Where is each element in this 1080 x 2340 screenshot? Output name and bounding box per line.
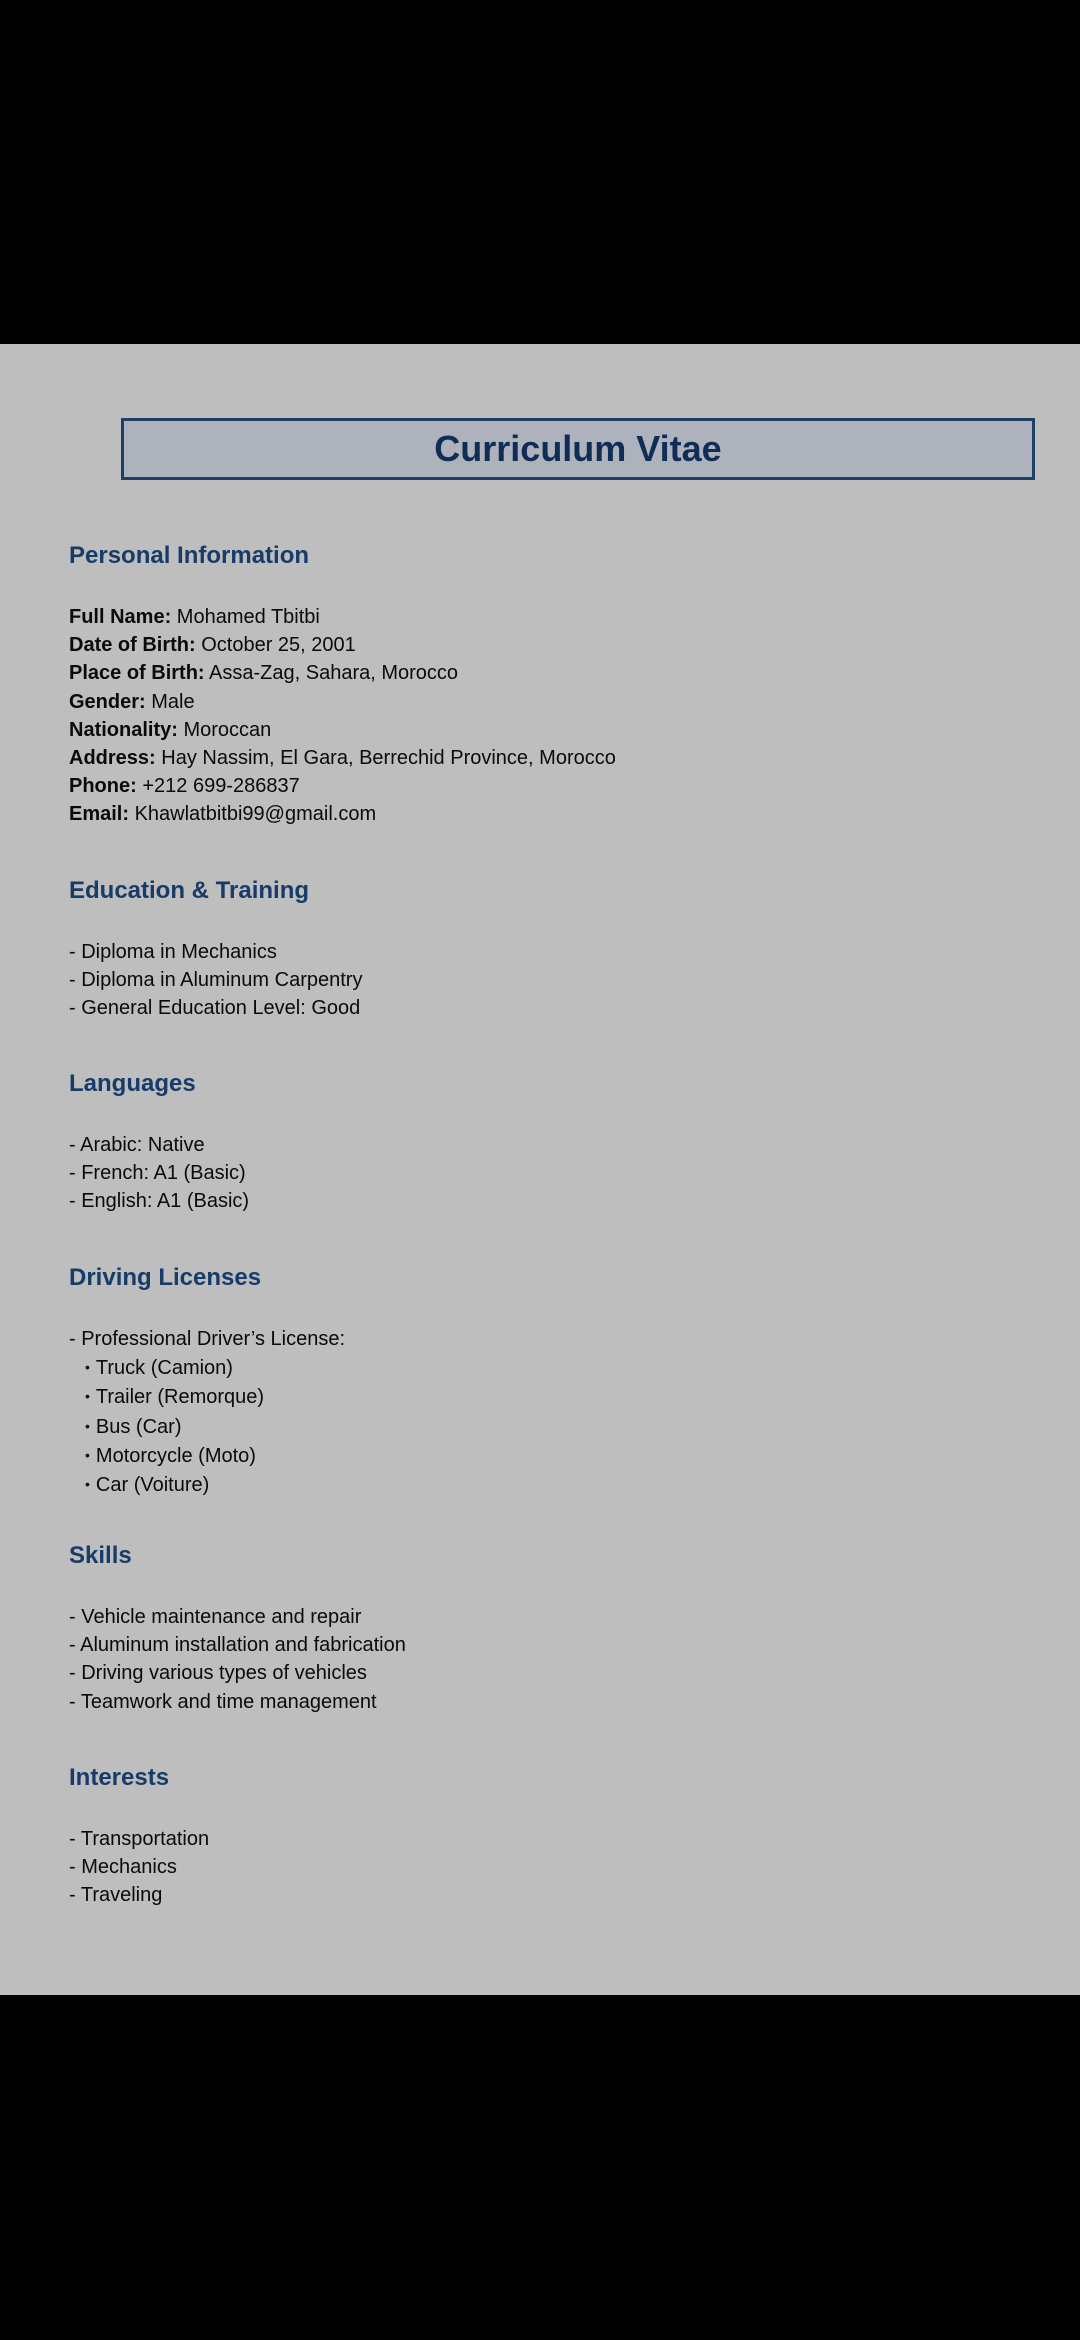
sub-list-item — [69, 1470, 345, 1499]
list-item: - Traveling — [69, 1884, 163, 1907]
cv-document — [0, 344, 1080, 1995]
sub-list-item-label: Truck (Camion) — [95, 1357, 233, 1380]
bullet-icon: • — [85, 1446, 90, 1463]
sub-list-item — [69, 1382, 345, 1411]
sub-list-item — [69, 1412, 345, 1441]
field-value: Mohamed Tbitbi — [171, 606, 320, 628]
bullet-icon: • — [85, 1388, 90, 1405]
field-value: +212 699-286837 — [136, 775, 300, 798]
field-value: Moroccan — [177, 718, 272, 741]
field-label: Full Name: — [69, 606, 172, 628]
section-driving-licenses — [69, 1264, 345, 1499]
section-heading-education: Education & Training — [69, 877, 310, 904]
document-title: Curriculum Vitae — [434, 428, 722, 469]
field-place-of-birth — [69, 659, 616, 687]
section-personal-information — [69, 542, 616, 829]
sub-list-item-label: Trailer (Remorque) — [95, 1386, 265, 1409]
field-label: Date of Birth: — [69, 634, 196, 657]
section-heading-interests: Interests — [69, 1764, 170, 1791]
list-item: - Mechanics — [69, 1856, 177, 1879]
sub-list-item — [69, 1441, 345, 1470]
list-item: - English: A1 (Basic) — [69, 1190, 250, 1213]
section-heading-skills: Skills — [69, 1542, 132, 1569]
field-value: October 25, 2001 — [195, 634, 356, 657]
section-heading-licenses: Driving Licenses — [69, 1264, 262, 1291]
field-full-name — [69, 603, 616, 631]
field-date-of-birth — [69, 631, 616, 659]
field-value: Khawlatbitbi99@gmail.com — [129, 803, 377, 826]
field-label: Email: — [69, 803, 130, 826]
sub-list-item-label: Bus (Car) — [95, 1415, 182, 1438]
list-item: - Teamwork and time management — [69, 1690, 377, 1713]
field-label: Nationality: — [69, 718, 178, 741]
field-address — [69, 744, 616, 772]
sub-list-item-label: Motorcycle (Moto) — [95, 1444, 256, 1467]
list-item: - Vehicle maintenance and repair — [69, 1606, 362, 1628]
field-phone — [69, 772, 616, 800]
field-label: Phone: — [69, 775, 137, 798]
bullet-icon: • — [85, 1417, 90, 1434]
field-value: Hay Nassim, El Gara, Berrechid Province, Morocco — [155, 747, 616, 770]
top-black-bar — [0, 0, 1080, 344]
list-item: - Transportation — [69, 1828, 210, 1850]
section-skills — [69, 1542, 406, 1716]
field-value: Assa-Zag, Sahara, Morocco — [204, 662, 459, 685]
list-item: - Professional Driver’s License: — [69, 1328, 346, 1350]
bullet-icon: • — [85, 1359, 90, 1376]
list-item: - French: A1 (Basic) — [69, 1162, 246, 1185]
field-label: Address: — [69, 747, 156, 770]
field-label: Place of Birth: — [69, 662, 205, 685]
bullet-icon: • — [85, 1476, 90, 1493]
list-item: - General Education Level: Good — [69, 997, 361, 1020]
field-email — [69, 800, 616, 828]
sub-list-item — [69, 1353, 345, 1382]
list-item: - Aluminum installation and fabrication — [69, 1634, 406, 1657]
section-heading-languages: Languages — [69, 1070, 196, 1097]
section-interests — [69, 1764, 209, 1910]
section-heading-personal: Personal Information — [69, 542, 310, 569]
section-languages — [69, 1070, 249, 1216]
field-gender — [69, 688, 616, 716]
list-item: - Diploma in Mechanics — [69, 941, 277, 963]
list-item: - Driving various types of vehicles — [69, 1662, 367, 1685]
list-item: - Diploma in Aluminum Carpentry — [69, 969, 363, 992]
title-box — [121, 418, 1035, 480]
bottom-black-bar — [0, 1995, 1080, 2340]
field-value: Male — [145, 690, 195, 713]
list-item: - Arabic: Native — [69, 1134, 205, 1156]
sub-list-item-label: Car (Voiture) — [95, 1474, 210, 1497]
field-label: Gender: — [69, 690, 146, 713]
section-education — [69, 877, 362, 1023]
field-nationality — [69, 716, 616, 744]
